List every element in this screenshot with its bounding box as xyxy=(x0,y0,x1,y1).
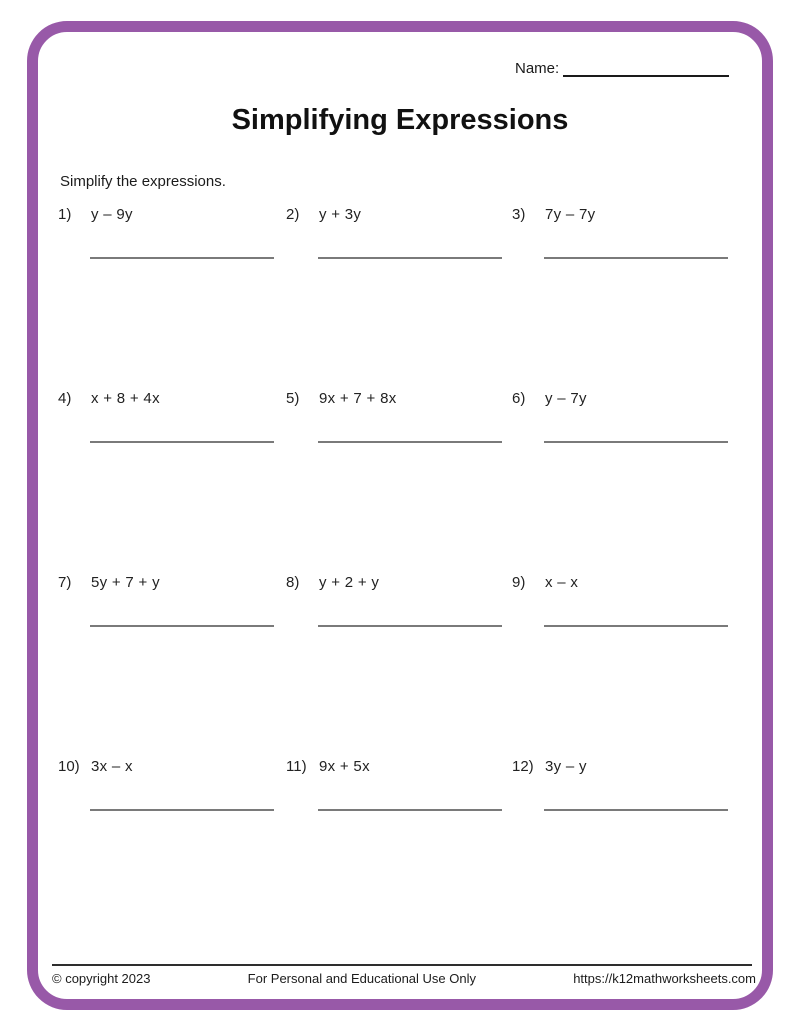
copyright-text: © copyright 2023 xyxy=(52,971,151,986)
problem-number: 7) xyxy=(58,574,72,591)
problem-expression: y + 3y xyxy=(319,206,362,223)
answer-line xyxy=(544,809,728,811)
problems-grid xyxy=(58,206,742,942)
problem-number: 2) xyxy=(286,206,300,223)
usage-text: For Personal and Educational Use Only xyxy=(247,971,477,986)
problem-expression: x – x xyxy=(545,574,579,591)
problem-number: 3) xyxy=(512,206,526,223)
name-label: Name: xyxy=(515,60,560,77)
problem-cell-3 xyxy=(512,206,742,390)
problem-cell-8 xyxy=(286,574,512,758)
answer-line xyxy=(544,441,728,443)
problem-expression: 5y + 7 + y xyxy=(91,574,160,591)
problem-cell-5 xyxy=(286,390,512,574)
answer-line xyxy=(318,257,502,259)
page-title: Simplifying Expressions xyxy=(231,104,569,136)
problem-cell-4 xyxy=(58,390,286,574)
problem-expression: 9x + 5x xyxy=(319,758,370,775)
answer-line xyxy=(90,809,274,811)
answer-line xyxy=(90,441,274,443)
website-url: https://k12mathworksheets.com xyxy=(573,971,756,986)
problem-cell-1 xyxy=(58,206,286,390)
footer xyxy=(52,971,756,986)
answer-line xyxy=(318,809,502,811)
answer-line xyxy=(318,441,502,443)
problem-expression: 7y – 7y xyxy=(545,206,596,223)
problem-expression: 9x + 7 + 8x xyxy=(319,390,397,407)
problem-number: 8) xyxy=(286,574,300,591)
problem-number: 6) xyxy=(512,390,526,407)
problem-number: 12) xyxy=(512,758,534,775)
footer-divider xyxy=(52,964,752,966)
problem-cell-2 xyxy=(286,206,512,390)
problem-cell-7 xyxy=(58,574,286,758)
name-blank-line xyxy=(563,60,729,77)
problem-number: 1) xyxy=(58,206,72,223)
problem-expression: x + 8 + 4x xyxy=(91,390,160,407)
problem-expression: y + 2 + y xyxy=(319,574,380,591)
problem-cell-10 xyxy=(58,758,286,942)
problem-number: 5) xyxy=(286,390,300,407)
problem-cell-11 xyxy=(286,758,512,942)
problem-number: 4) xyxy=(58,390,72,407)
problem-expression: y – 7y xyxy=(545,390,587,407)
problem-number: 10) xyxy=(58,758,80,775)
problem-number: 11) xyxy=(286,758,307,775)
instruction-text: Simplify the expressions. xyxy=(60,173,226,190)
name-field-row xyxy=(515,60,729,77)
answer-line xyxy=(544,257,728,259)
problem-number: 9) xyxy=(512,574,526,591)
answer-line xyxy=(90,257,274,259)
problem-expression: 3x – x xyxy=(91,758,133,775)
problem-cell-6 xyxy=(512,390,742,574)
problem-expression: y – 9y xyxy=(91,206,133,223)
problem-cell-12 xyxy=(512,758,742,942)
answer-line xyxy=(544,625,728,627)
answer-line xyxy=(90,625,274,627)
answer-line xyxy=(318,625,502,627)
problem-cell-9 xyxy=(512,574,742,758)
problem-expression: 3y – y xyxy=(545,758,587,775)
